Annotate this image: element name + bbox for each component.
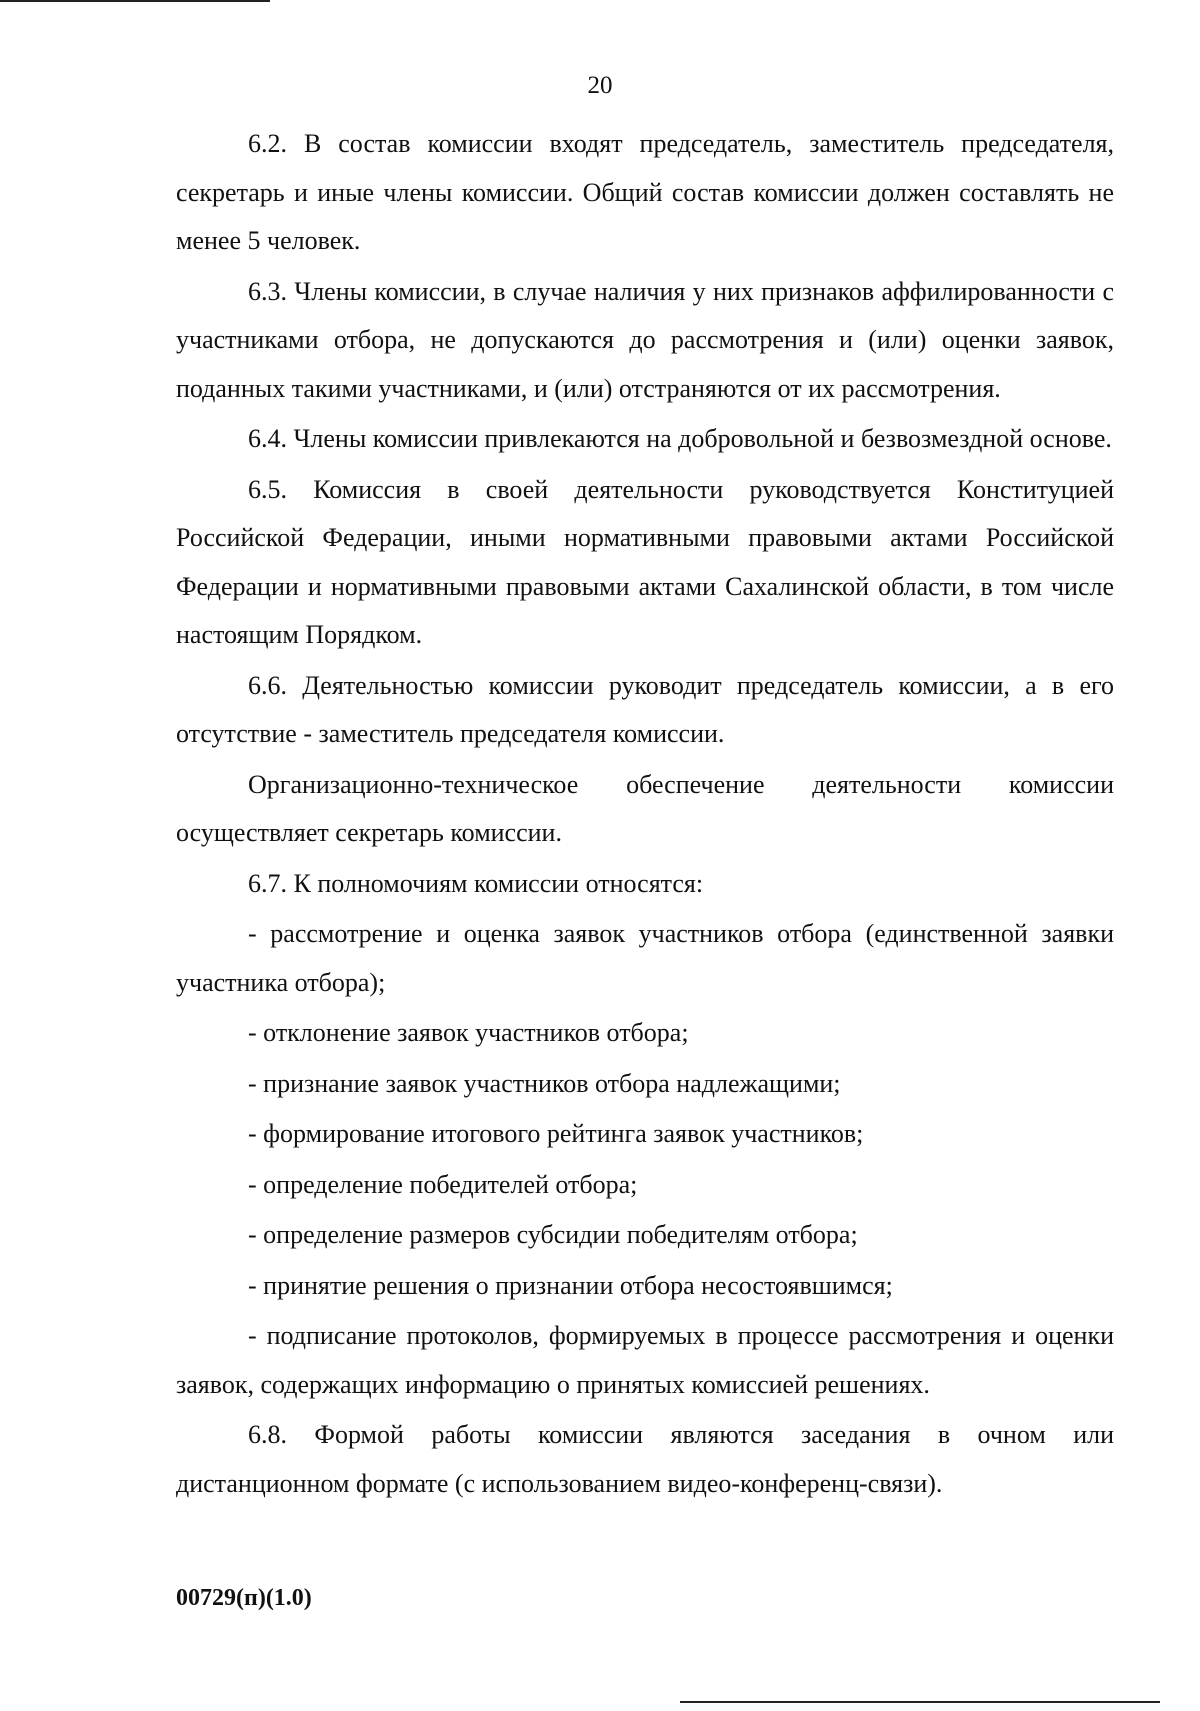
paragraph-6-7: 6.7. К полномочиям комиссии относятся:: [248, 868, 704, 898]
list-item: - рассмотрение и оценка заявок участников отбора (единственной заявки участника отбора);: [176, 919, 1114, 997]
paragraph-6-8: 6.8. Формой работы комиссии являются заседания в очном или дистанционном формате (с использованием видео-конференц-связи).: [176, 1420, 1114, 1498]
page-number: 20: [587, 72, 613, 99]
document-code: 00729(п)(1.0): [176, 1585, 312, 1611]
paragraph-6-2: 6.2. В состав комиссии входят председатель, заместитель председателя, секретарь и иные члены комиссии. Общий состав комиссии должен составлять не менее 5 человек.: [176, 129, 1114, 255]
document-body: [176, 118, 1114, 1508]
paragraph-6-5: 6.5. Комиссия в своей деятельности руководствуется Конституцией Российской Федерации, иными нормативными правовыми актами Российской Федерации и нормативными правовыми актами Сахалинской области, в том числе настоящим Порядком.: [176, 474, 1114, 649]
paragraph-6-4: 6.4. Члены комиссии привлекаются на добровольной и безвозмездной основе.: [248, 424, 1112, 453]
list-item: - определение размеров субсидии победителям отбора;: [248, 1220, 858, 1249]
paragraph-6-6: 6.6. Деятельностью комиссии руководит председатель комиссии, а в его отсутствие - заместитель председателя комиссии.: [176, 670, 1114, 748]
list-item: - отклонение заявок участников отбора;: [248, 1018, 689, 1047]
scan-artifact-line: [680, 1701, 1160, 1703]
scan-artifact-line: [0, 0, 270, 2]
list-item: - принятие решения о признании отбора несостоявшимся;: [248, 1270, 893, 1300]
list-item: - формирование итогового рейтинга заявок участников;: [248, 1119, 864, 1148]
paragraph-secretary: Организационно-техническое обеспечение деятельности комиссии осуществляет секретарь комиссии.: [176, 769, 1114, 847]
list-item: - определение победителей отбора;: [248, 1169, 638, 1199]
list-item: - признание заявок участников отбора надлежащими;: [248, 1068, 841, 1098]
list-item: - подписание протоколов, формируемых в процессе рассмотрения и оценки заявок, содержащих информацию о принятых комиссией решениях.: [176, 1321, 1114, 1399]
paragraph-6-3: 6.3. Члены комиссии, в случае наличия у них признаков аффилированности с участниками отбора, не допускаются до рассмотрения и (или) оценки заявок, поданных такими участниками, и (или) отстраняются от их рассмотрения.: [176, 276, 1114, 403]
